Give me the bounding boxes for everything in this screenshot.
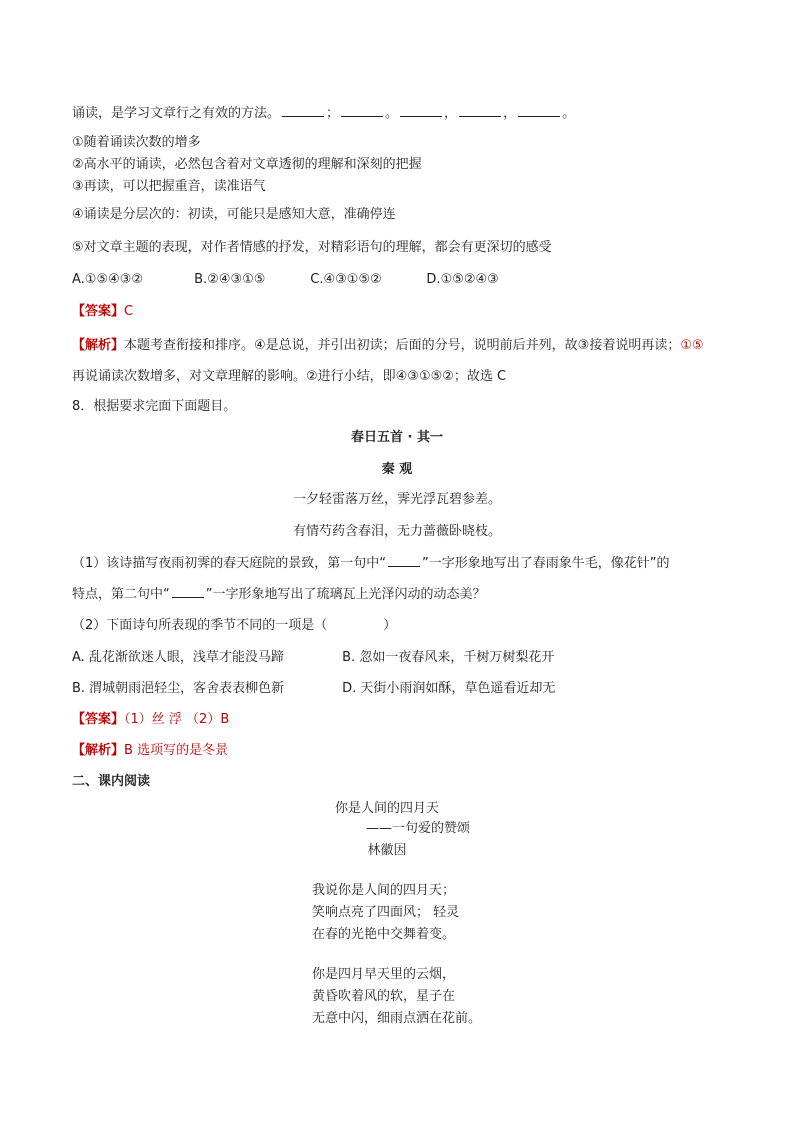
analysis-text: B 选项写的是冬景: [124, 743, 229, 758]
q7-sep: ，: [503, 106, 517, 121]
answer-value: C: [124, 304, 134, 319]
q7-sep: ，: [444, 106, 458, 121]
poem-author: 秦 观: [381, 462, 413, 477]
q8-options-row-1: [72, 649, 554, 667]
answer-value: （1）丝 浮 （2）B: [124, 712, 230, 727]
answer-label: 【答案】: [72, 712, 125, 727]
q7-item: ③再读，可以把握重音，读准语气: [72, 179, 266, 194]
stanza-line: 黄昏吹着风的软，星子在: [312, 989, 456, 1004]
section-heading: 二、课内阅读: [72, 774, 151, 789]
q7-item: ②高水平的诵读，必然包含着对文章透彻的理解和深刻的把握: [72, 157, 422, 172]
q8-blank-2[interactable]: [172, 585, 204, 598]
analysis-text: 本题考查衔接和排序。④是总说，并引出初读；后面的分号，说明前后并列，故③接着说明再读；: [124, 338, 681, 353]
poem-title: 春日五首 · 其一: [351, 430, 443, 445]
q8-sub1-text: （1）该诗描写夜雨初霁的春天庭院的景致，第一句中“: [72, 556, 387, 571]
analysis-label: 【解析】: [72, 743, 125, 758]
q8-sub1-line-2: [72, 585, 486, 604]
q7-analysis-line-2: 再说诵读次数增多，对文章理解的影响。②进行小结，即④③①⑤②；故选 C: [72, 369, 507, 384]
q7-options: [72, 271, 499, 289]
q8-option-c[interactable]: B. 渭城朝雨浥轻尘，客舍表表柳色新: [72, 681, 285, 696]
q8-blank-1[interactable]: [388, 554, 420, 567]
q7-option-d[interactable]: D.①⑤②④③: [426, 272, 499, 287]
q8-sub1-text: 特点，第二句中“: [72, 587, 170, 602]
q8-option-a[interactable]: A. 乱花渐欲迷人眼，浅草才能没马蹄: [72, 650, 284, 665]
stanza-line: 在春的光艳中交舞着变。: [312, 927, 456, 942]
q7-item: ⑤对文章主题的表现，对作者情感的抒发，对精彩语句的理解，都会有更深切的感受: [72, 240, 552, 255]
q8-sub2: [72, 617, 396, 635]
answer-label: 【答案】: [72, 304, 125, 319]
q8-sub2-text: ）: [383, 618, 397, 633]
q8-options-row-2: [72, 680, 555, 698]
q8-answer: [72, 711, 229, 729]
analysis-text-highlight: ①⑤: [680, 338, 704, 353]
q7-item: ④诵读是分层次的：初读，可能只是感知大意，准确停连: [72, 207, 396, 222]
reading-author: 林徽因: [367, 843, 407, 858]
q8-sub1-text: ”一字形象地写出了春雨象牛毛，像花针”的: [422, 556, 670, 571]
q7-blank-1[interactable]: [282, 104, 324, 117]
q7-answer: [72, 303, 133, 321]
q8-sub2-text: （2）下面诗句所表现的季节不同的一项是（: [72, 618, 328, 633]
poem-line: 有情芍药含春泪，无力蔷薇卧晓枝。: [292, 524, 501, 539]
q8-sub1-text: ”一字形象地写出了琉璃瓦上光泽闪动的动态美？: [205, 587, 486, 602]
reading-subtitle: ——一句爱的赞颂: [366, 821, 471, 836]
q7-option-a[interactable]: A.①⑤④③②: [72, 272, 144, 287]
q8-option-d[interactable]: D. 天街小雨润如酥，草色遥看近却无: [342, 681, 556, 696]
q7-sep: ；: [326, 106, 340, 121]
q7-blank-4[interactable]: [459, 104, 501, 117]
poem-line: 一夕轻雷落万丝，霁光浮瓦碧参差。: [292, 492, 501, 507]
q7-blank-5[interactable]: [518, 104, 560, 117]
q8-sub1-line-1: [72, 554, 670, 573]
stanza-line: 我说你是人间的四月天；: [312, 883, 456, 898]
stanza-line: 你是四月早天里的云烟，: [312, 967, 456, 982]
q7-option-b[interactable]: B.②④③①⑤: [194, 272, 266, 287]
q7-sep: 。: [562, 106, 576, 121]
q8-option-b[interactable]: B. 忽如一夜春风来，千树万树梨花开: [342, 650, 555, 665]
q8-analysis: [72, 742, 228, 760]
q7-blank-3[interactable]: [400, 104, 442, 117]
q7-analysis-line-1: [72, 337, 704, 355]
q8-heading: 8．根据要求完面下面题目。: [72, 399, 237, 414]
q7-sep: 。: [385, 106, 399, 121]
q7-stem: [72, 104, 575, 123]
stanza-line: 无意中闪，细雨点洒在花前。: [312, 1011, 482, 1026]
q7-option-c[interactable]: C.④③①⑤②: [310, 272, 382, 287]
q7-stem-text: 诵读，是学习文章行之有效的方法。: [72, 106, 281, 121]
q7-blank-2[interactable]: [341, 104, 383, 117]
stanza-line: 笑响点亮了四面风； 轻灵: [312, 905, 460, 920]
analysis-label: 【解析】: [72, 338, 125, 353]
reading-title: 你是人间的四月天: [334, 801, 439, 816]
q7-item: ①随着诵读次数的增多: [72, 135, 201, 150]
